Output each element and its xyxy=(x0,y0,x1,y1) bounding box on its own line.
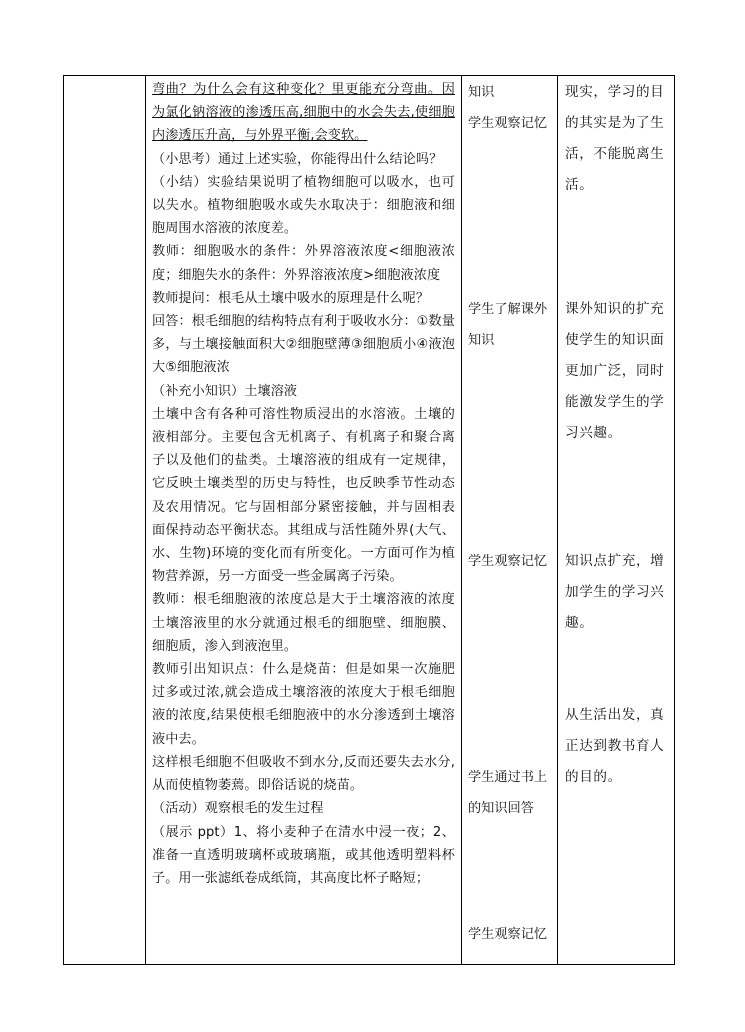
paragraph-soil-solution: 土壤中含有各种可溶性物质浸出的水溶液。土壤的液相部分。主要包含无机离子、有机离子和聚合离子以及他们的盐类。土壤溶液的组成有一定规律，它反映土壤类型的历史与特性，也反映季节性动态及农用情况。它与固相部分紧密接触，并与固相表面保持动态平衡状态。其组成与活性随外界(大气、水、生物)环境的变化而有所变化。一方面可作为植物营养源，另一方面受一些金属离子污染。 xyxy=(152,406,455,585)
paragraph-experiment-explanation: 弯曲？为什么会有这种变化？里更能充分弯曲。因为氯化钠溶液的渗透压高,细胞中的水会失去,使细胞内渗透压升高，与外界平衡,会变软。 xyxy=(152,82,455,144)
student-note-3: 学生观察记忆 xyxy=(468,554,548,569)
lesson-plan-table xyxy=(63,75,675,965)
paragraph-burning-seedlings: 教师引出知识点：什么是烧苗：但是如果一次施肥过多或过浓,就会造成土壤溶液的浓度大于根毛细胞液的浓度,结果使根毛细胞液中的水分渗透到土壤溶液中去。 xyxy=(152,662,455,747)
paragraph-answer: 回答：根毛细胞的结构特点有利于吸收水分：①数量多，与土壤接触面积大②细胞壁薄③细胞质小④液泡大⑤细胞液浓 xyxy=(152,314,455,376)
purpose-note-1: 现实，学习的目的其实是为了生活，不能脱离生活。 xyxy=(565,84,665,193)
purpose-note-2: 课外知识的扩充使学生的知识面更加广泛，同时能激发学生的学习兴趣。 xyxy=(565,301,665,441)
student-note-2: 学生了解课外 知识 xyxy=(468,302,548,348)
student-activity-column xyxy=(462,76,557,962)
empty-first-column-cell xyxy=(64,76,146,965)
purpose-note-4: 从生活出发，真正达到教书育人的目的。 xyxy=(565,707,665,785)
paragraph-ppt-steps: （展示 ppt）1、将小麦种子在清水中浸一夜；2、准备一直透明玻璃杯或玻璃瓶，或其他透明塑料杯子。用一张滤纸卷成纸筒，其高度比杯子略短； xyxy=(152,824,455,886)
paragraph-teacher-question: 教师提问：根毛从土壤中吸水的原理是什么呢？ xyxy=(152,290,430,306)
paragraph-supplement-heading: （补充小知识）土壤溶液 xyxy=(152,383,298,399)
table-row xyxy=(64,76,675,965)
paragraph-summary: （小结）实验结果说明了植物细胞可以吸水，也可以失水。植物细胞吸水或失水取决于：细胞液和细胞周围水溶液的浓度差。 xyxy=(152,174,455,237)
student-activity-cell xyxy=(462,76,558,965)
paragraph-activity-heading: （活动）观察根毛的发生过程 xyxy=(152,801,324,817)
purpose-note-3: 知识点扩充，增加学生的学习兴趣。 xyxy=(565,553,665,631)
design-purpose-cell xyxy=(558,76,675,965)
paragraph-teacher-concentration: 教师：根毛细胞液的浓度总是大于土壤溶液的浓度土壤溶液里的水分就通过根毛的细胞壁、细胞膜、细胞质，渗入到液泡里。 xyxy=(152,592,455,654)
student-note-4: 学生通过书上 的知识回答 xyxy=(468,770,548,816)
student-note-5: 学生观察记忆 xyxy=(468,927,548,942)
paragraph-absorb-conditions: 教师：细胞吸水的条件：外界溶液浓度<细胞液浓度；细胞失水的条件：外界溶液浓度>细胞液浓度 xyxy=(152,244,455,283)
teaching-process-cell xyxy=(146,76,462,965)
paragraph-small-thinking: （小思考）通过上述实验，你能得出什么结论吗？ xyxy=(152,151,443,167)
student-note-1: 知识 学生观察记忆 xyxy=(468,85,548,131)
teaching-process-text xyxy=(146,76,461,964)
paragraph-wilting: 这样根毛细胞不但吸收不到水分,反而还要失去水分,从而使植物萎蔫。即俗话说的烧苗。 xyxy=(152,754,455,794)
design-purpose-column xyxy=(558,76,674,962)
